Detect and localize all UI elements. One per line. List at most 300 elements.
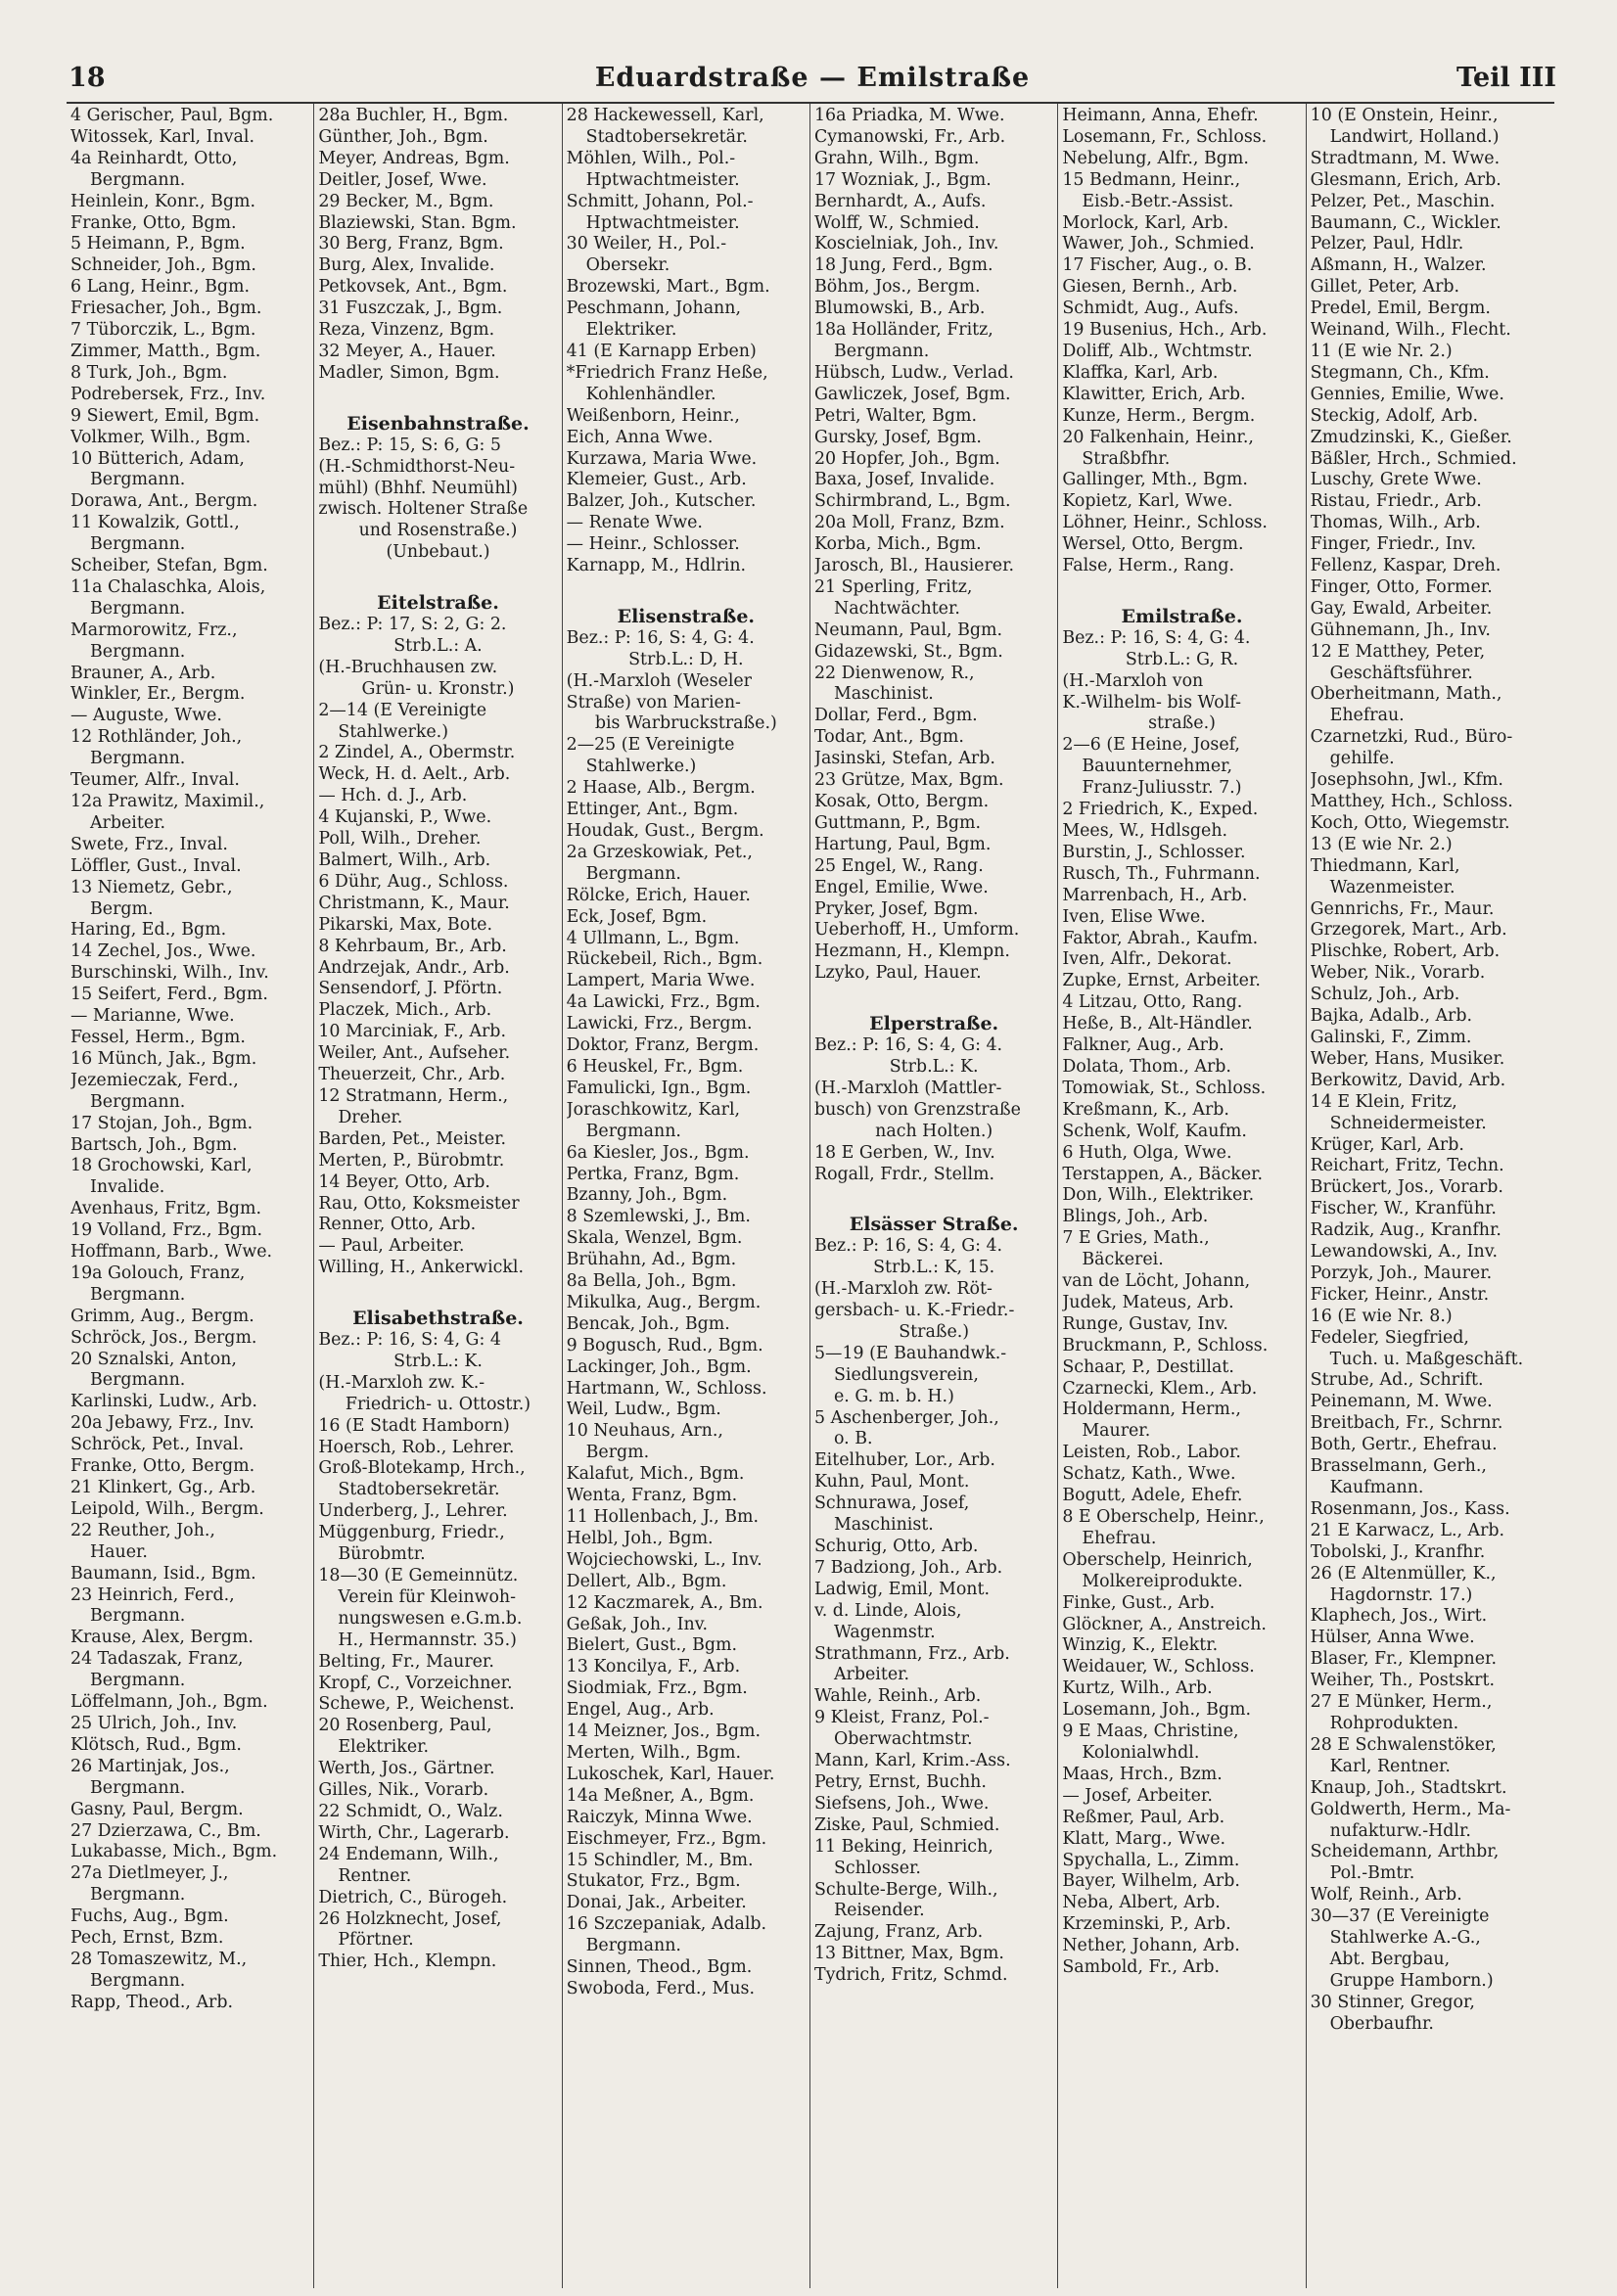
- directory-entry: Losemann, Fr., Schloss.: [1062, 126, 1268, 147]
- directory-entry: Blumowski, B., Arb.: [813, 298, 986, 319]
- directory-entry: Losemann, Joh., Bgm.: [1062, 1700, 1252, 1721]
- directory-entry: Gasny, Paul, Bergm.: [70, 1799, 244, 1819]
- directory-entry: Strb.L.: K.: [393, 1351, 483, 1371]
- directory-entry: Radzik, Aug., Kranfhr.: [1310, 1220, 1502, 1241]
- directory-entry: 15 Schindler, M., Bm.: [566, 1850, 754, 1870]
- directory-entry: Mikulka, Aug., Bergm.: [566, 1292, 762, 1312]
- directory-entry: Bergmann.: [90, 1777, 186, 1798]
- directory-entry: gersbach- u. K.-Friedr.-: [813, 1301, 1015, 1321]
- directory-entry: Bergmann.: [90, 169, 186, 190]
- street-heading: Elperstraße.: [869, 1014, 999, 1035]
- directory-entry: Wawer, Joh., Schmied.: [1062, 234, 1255, 254]
- directory-entry: 24 Tadaszak, Franz,: [70, 1649, 244, 1670]
- directory-entry: Gidazewski, St., Bgm.: [813, 641, 1003, 662]
- directory-entry: 20 Sznalski, Anton,: [70, 1349, 237, 1369]
- directory-entry: 14 Beyer, Otto, Arb.: [318, 1171, 490, 1192]
- directory-entry: Kolonialwhdl.: [1082, 1742, 1200, 1763]
- directory-entry: Hoersch, Rob., Lehrer.: [318, 1437, 515, 1457]
- directory-entry: v. d. Linde, Alois,: [813, 1600, 962, 1621]
- directory-entry: Krüger, Karl, Arb.: [1310, 1134, 1464, 1155]
- directory-entry: Heße, B., Alt-Händler.: [1062, 1014, 1253, 1034]
- directory-entry: o. B.: [833, 1429, 873, 1449]
- directory-entry: Peinemann, M. Wwe.: [1310, 1392, 1493, 1412]
- directory-entry: Knaup, Joh., Stadtskrt.: [1310, 1777, 1507, 1798]
- directory-entry: Lukoschek, Karl, Hauer.: [566, 1764, 775, 1784]
- directory-entry: 32 Meyer, A., Hauer.: [318, 341, 496, 361]
- directory-entry: Krause, Alex, Bergm.: [70, 1628, 254, 1648]
- directory-entry: Zajung, Franz, Arb.: [813, 1922, 984, 1943]
- directory-entry: Löffelmann, Joh., Bgm.: [70, 1692, 268, 1713]
- directory-entry: 21 Sperling, Fritz,: [813, 576, 973, 597]
- directory-entry: Straße.): [899, 1321, 970, 1342]
- directory-entry: Predel, Emil, Bergm.: [1310, 298, 1491, 319]
- directory-entry: Klemeier, Gust., Arb.: [566, 470, 747, 490]
- directory-entry: Merten, P., Bürobmtr.: [318, 1150, 505, 1171]
- directory-entry: Hoffmann, Barb., Wwe.: [70, 1242, 273, 1263]
- directory-entry: 8 Kehrbaum, Br., Arb.: [318, 936, 507, 956]
- directory-entry: Bez.: P: 17, S: 2, G: 2.: [318, 615, 507, 635]
- directory-entry: Bäßler, Hrch., Schmied.: [1310, 448, 1517, 469]
- directory-entry: bis Warbruckstraße.): [594, 713, 777, 734]
- directory-entry: 13 Niemetz, Gebr.,: [70, 877, 233, 897]
- directory-entry: Möhlen, Wilh., Pol.-: [566, 148, 736, 168]
- directory-entry: 12 Kaczmarek, A., Bm.: [566, 1592, 763, 1613]
- directory-entry: Famulicki, Ign., Bgm.: [566, 1078, 752, 1098]
- directory-entry: Dorawa, Ant., Bergm.: [70, 491, 258, 512]
- directory-entry: Schulz, Joh., Arb.: [1310, 985, 1460, 1005]
- directory-entry: Bernhardt, A., Aufs.: [813, 191, 987, 211]
- directory-entry: Don, Wilh., Elektriker.: [1062, 1185, 1255, 1206]
- directory-entry: Schmitt, Johann, Pol.-: [566, 191, 754, 211]
- page-header: [69, 59, 1556, 98]
- directory-entry: Steckig, Adolf, Arb.: [1310, 405, 1479, 426]
- directory-entry: Leipold, Wilh., Bergm.: [70, 1498, 264, 1519]
- spacer: [318, 564, 557, 575]
- directory-entry: Müggenburg, Friedr.,: [318, 1523, 505, 1543]
- directory-entry: Galinski, F., Zimm.: [1310, 1027, 1472, 1047]
- directory-entry: Grimm, Aug., Bergm.: [70, 1306, 254, 1326]
- directory-entry: Pryker, Josef, Bgm.: [813, 898, 979, 919]
- directory-entry: Franke, Otto, Bergm.: [70, 1456, 255, 1477]
- directory-columns: [67, 102, 1554, 2288]
- directory-entry: Engel, Emilie, Wwe.: [813, 877, 989, 897]
- directory-entry: Nachtwächter.: [833, 598, 960, 619]
- directory-entry: Kreßmann, K., Arb.: [1062, 1099, 1229, 1120]
- directory-entry: 2 Haase, Alb., Bergm.: [566, 778, 756, 799]
- directory-entry: Grahn, Wilh., Bgm.: [813, 148, 980, 168]
- directory-entry: Löhner, Heinr., Schloss.: [1062, 513, 1268, 533]
- directory-entry: Friesacher, Joh., Bgm.: [70, 298, 262, 319]
- directory-entry: 9 Siewert, Emil, Bgm.: [70, 405, 260, 426]
- directory-entry: 9 Bogusch, Rud., Bgm.: [566, 1335, 763, 1355]
- directory-entry: Sensendorf, J. Pförtn.: [318, 979, 503, 999]
- directory-entry: 7 Tüborczik, L., Bgm.: [70, 320, 256, 341]
- directory-entry: 15 Seifert, Ferd., Bgm.: [70, 985, 268, 1005]
- directory-entry: Faktor, Abrah., Kaufm.: [1062, 928, 1259, 948]
- directory-entry: Lewandowski, A., Inv.: [1310, 1242, 1499, 1263]
- directory-entry: Iven, Elise Wwe.: [1062, 906, 1206, 927]
- directory-entry: Kalafut, Mich., Bgm.: [566, 1464, 745, 1485]
- directory-entry: Stradtmann, M. Wwe.: [1310, 148, 1501, 168]
- directory-entry: Kunze, Herm., Bergm.: [1062, 405, 1256, 426]
- directory-entry: Fischer, W., Kranführ.: [1310, 1199, 1497, 1219]
- directory-entry: 30 Berg, Franz, Bgm.: [318, 234, 504, 254]
- directory-entry: 27 E Münker, Herm.,: [1310, 1692, 1493, 1713]
- directory-entry: (H.-Marxloh von: [1062, 670, 1204, 691]
- directory-entry: Gilles, Nik., Vorarb.: [318, 1780, 489, 1801]
- directory-entry: Löffler, Gust., Inval.: [70, 855, 242, 876]
- directory-entry: Czarnecki, Klem., Arb.: [1062, 1378, 1258, 1399]
- directory-entry: Neumann, Paul, Bgm.: [813, 620, 1003, 640]
- directory-entry: Eich, Anna Wwe.: [566, 427, 714, 447]
- directory-entry: 16 (E wie Nr. 8.): [1310, 1306, 1453, 1326]
- directory-entry: Stadtobersekretär.: [585, 126, 748, 147]
- directory-entry: 6 Lang, Heinr., Bgm.: [70, 277, 251, 298]
- directory-entry: Franke, Otto, Bgm.: [70, 212, 237, 233]
- directory-entry: Terstappen, A., Bäcker.: [1062, 1164, 1264, 1184]
- directory-entry: 18 E Gerben, W., Inv.: [813, 1142, 995, 1163]
- directory-entry: Sambold, Fr., Arb.: [1062, 1957, 1221, 1978]
- directory-entry: Strube, Ad., Schrift.: [1310, 1370, 1484, 1391]
- directory-entry: Rusch, Th., Fuhrmann.: [1062, 863, 1261, 884]
- directory-entry: Reßmer, Paul, Arb.: [1062, 1807, 1225, 1827]
- directory-entry: Molkereiprodukte.: [1082, 1571, 1243, 1591]
- directory-entry: Placzek, Mich., Arb.: [318, 1000, 492, 1021]
- directory-entry: Hartung, Paul, Bgm.: [813, 834, 992, 854]
- directory-entry: Bergmann.: [90, 641, 186, 662]
- directory-entry: 27 Dzierzawa, C., Bm.: [70, 1820, 261, 1841]
- directory-entry: Bergmann.: [90, 534, 186, 555]
- spacer: [1062, 577, 1301, 589]
- column-6: [1307, 104, 1554, 2288]
- directory-entry: Maschinist.: [833, 1515, 934, 1536]
- directory-entry: Swete, Frz., Inval.: [70, 834, 228, 854]
- directory-entry: Brühahn, Ad., Bgm.: [566, 1250, 737, 1270]
- directory-entry: 11 Kowalzik, Gottl.,: [70, 513, 240, 533]
- directory-entry: 2a Grzeskowiak, Pet.,: [566, 842, 753, 862]
- directory-entry: (H.-Marxloh (Mattler-: [813, 1078, 1002, 1098]
- directory-entry: Fedeler, Siegfried,: [1310, 1327, 1469, 1348]
- directory-entry: Gennrichs, Fr., Maur.: [1310, 898, 1495, 919]
- directory-entry: Oberbaufhr.: [1329, 2013, 1434, 2034]
- directory-entry: Neba, Albert, Arb.: [1062, 1893, 1221, 1913]
- directory-entry: Schneider, Joh., Bgm.: [70, 255, 256, 276]
- directory-entry: Marmorowitz, Frz.,: [70, 620, 238, 640]
- spacer: [567, 577, 806, 589]
- directory-entry: Karlinski, Ludw., Arb.: [70, 1392, 257, 1412]
- directory-entry: Dolata, Thom., Arb.: [1062, 1056, 1231, 1077]
- directory-entry: 26 (E Altenmüller, K.,: [1310, 1563, 1497, 1584]
- directory-entry: Ehefrau.: [1082, 1528, 1157, 1548]
- directory-entry: (H.-Bruchhausen zw.: [318, 657, 498, 677]
- directory-entry: Leisten, Rob., Labor.: [1062, 1443, 1241, 1463]
- directory-entry: Schlosser.: [833, 1858, 921, 1878]
- page-number: 18: [69, 63, 106, 93]
- directory-entry: Bayer, Wilhelm, Arb.: [1062, 1871, 1240, 1892]
- directory-entry: Holdermann, Herm.,: [1062, 1400, 1241, 1420]
- directory-entry: 28 Hackewessell, Karl,: [566, 106, 764, 125]
- directory-entry: Heimann, Anna, Ehefr.: [1062, 106, 1259, 125]
- directory-entry: Gennies, Emilie, Wwe.: [1310, 384, 1504, 404]
- directory-entry: Hartmann, W., Schloss.: [566, 1378, 767, 1399]
- directory-entry: Bez.: P: 15, S: 6, G: 5: [318, 435, 501, 455]
- directory-entry: Lukabasse, Mich., Bgm.: [70, 1842, 278, 1862]
- directory-entry: Bäckerei.: [1082, 1250, 1164, 1270]
- directory-entry: Rohprodukten.: [1329, 1713, 1459, 1733]
- directory-entry: Groß-Blotekamp, Hrch.,: [318, 1458, 526, 1479]
- directory-entry: 20 Falkenhain, Heinr.,: [1062, 427, 1254, 447]
- directory-entry: Maurer.: [1082, 1421, 1151, 1442]
- directory-entry: 19 Volland, Frz., Bgm.: [70, 1220, 263, 1241]
- directory-entry: Sinnen, Theod., Bgm.: [566, 1957, 753, 1978]
- directory-entry: Ueberhoff, H., Umform.: [813, 920, 1020, 941]
- directory-entry: Burstin, J., Schlosser.: [1062, 842, 1246, 862]
- directory-entry: Stadtobersekretär.: [338, 1480, 500, 1500]
- directory-entry: Straßbfhr.: [1082, 448, 1171, 469]
- directory-entry: 2—14 (E Vereinigte: [318, 700, 487, 720]
- directory-entry: 11 Hollenbach, J., Bm.: [566, 1507, 760, 1527]
- directory-entry: 4 Kujanski, P., Wwe.: [318, 807, 492, 828]
- directory-entry: Glöckner, A., Anstreich.: [1062, 1614, 1267, 1634]
- directory-entry: — Heinr., Schlosser.: [566, 534, 740, 555]
- directory-entry: Obersekr.: [585, 255, 670, 276]
- directory-entry: e. G. m. b. H.): [833, 1386, 954, 1406]
- directory-entry: 41 (E Karnapp Erben): [566, 341, 757, 361]
- directory-entry: — Renate Wwe.: [566, 513, 703, 533]
- directory-entry: 18—30 (E Gemeinnütz.: [318, 1566, 519, 1585]
- directory-entry: 14 E Klein, Fritz,: [1310, 1091, 1457, 1112]
- directory-entry: Koscielniak, Joh., Inv.: [813, 234, 999, 254]
- directory-entry: Stahlwerke.): [585, 757, 697, 777]
- directory-entry: Gallinger, Mth., Bgm.: [1062, 470, 1248, 490]
- directory-entry: Bergm.: [90, 898, 154, 919]
- directory-entry: 21 E Karwacz, L., Arb.: [1310, 1520, 1505, 1540]
- directory-entry: 10 (E Onstein, Heinr.,: [1310, 106, 1499, 125]
- directory-entry: Wolff, W., Schmied.: [813, 212, 980, 233]
- directory-entry: Both, Gertr., Ehefrau.: [1310, 1435, 1498, 1455]
- directory-entry: Matthey, Hch., Schloss.: [1310, 792, 1513, 811]
- directory-entry: Eischmeyer, Frz., Bgm.: [566, 1828, 767, 1849]
- directory-entry: Rosenmann, Jos., Kass.: [1310, 1498, 1510, 1519]
- directory-entry: Bartsch, Joh., Bgm.: [70, 1134, 238, 1155]
- directory-entry: 13 Bittner, Max, Bgm.: [813, 1944, 1004, 1964]
- directory-entry: Kropf, C., Vorzeichner.: [318, 1673, 513, 1693]
- directory-entry: Madler, Simon, Bgm.: [318, 362, 500, 383]
- directory-entry: 8 Szemlewski, J., Bm.: [566, 1207, 751, 1227]
- directory-entry: 18 Jung, Ferd., Bgm.: [813, 255, 993, 276]
- directory-entry: 16a Priadka, M. Wwe.: [813, 106, 1005, 125]
- directory-entry: 11a Chalaschka, Alois,: [70, 576, 266, 597]
- directory-entry: Dietrich, C., Bürogeh.: [318, 1887, 508, 1907]
- directory-entry: Teumer, Alfr., Inval.: [70, 770, 240, 791]
- directory-entry: Bencak, Joh., Bgm.: [566, 1313, 730, 1334]
- directory-entry: 22 Schmidt, O., Walz.: [318, 1801, 503, 1821]
- directory-entry: Stukator, Frz., Bgm.: [566, 1871, 741, 1892]
- directory-entry: Kosak, Otto, Bergm.: [813, 792, 990, 811]
- directory-entry: Balmert, Wilh., Arb.: [318, 850, 491, 870]
- directory-entry: 19a Golouch, Franz,: [70, 1263, 246, 1283]
- directory-entry: 10 Neuhaus, Arn.,: [566, 1421, 723, 1442]
- directory-entry: Pelzer, Paul, Hdlr.: [1310, 234, 1464, 254]
- directory-entry: Strb.L.: G, R.: [1125, 649, 1239, 669]
- directory-entry: Christmann, K., Maur.: [318, 893, 510, 913]
- directory-entry: Gruppe Hamborn.): [1329, 1970, 1494, 1991]
- directory-entry: 8 E Oberschelp, Heinr.,: [1062, 1507, 1265, 1527]
- directory-entry: Fellenz, Kaspar, Dreh.: [1310, 556, 1502, 576]
- directory-entry: (Unbebaut.): [386, 542, 490, 563]
- directory-entry: 21 Klinkert, Gg., Arb.: [70, 1478, 256, 1497]
- directory-entry: 20a Jebawy, Frz., Inv.: [70, 1413, 254, 1434]
- directory-entry: Ristau, Friedr., Arb.: [1310, 491, 1482, 512]
- directory-entry: Hülser, Anna Wwe.: [1310, 1628, 1475, 1648]
- directory-entry: Bergmann.: [585, 863, 681, 884]
- directory-entry: Stahlwerke.): [338, 721, 448, 742]
- directory-entry: 4 Gerischer, Paul, Bgm.: [70, 106, 274, 125]
- directory-entry: Bez.: P: 16, S: 4, G: 4: [318, 1330, 501, 1351]
- directory-entry: Rapp, Theod., Arb.: [70, 1992, 233, 2012]
- directory-entry: 23 Heinrich, Ferd.,: [70, 1584, 235, 1605]
- directory-entry: 26 Holzknecht, Josef,: [318, 1908, 502, 1929]
- directory-entry: 30 Stinner, Gregor,: [1310, 1992, 1475, 2012]
- directory-entry: Luschy, Grete Wwe.: [1310, 470, 1482, 490]
- directory-entry: Jarosch, Bl., Hausierer.: [813, 556, 1015, 576]
- directory-entry: Zupke, Ernst, Arbeiter.: [1062, 971, 1261, 991]
- directory-entry: 2 Friedrich, K., Exped.: [1062, 800, 1259, 820]
- directory-entry: Bez.: P: 16, S: 4, G: 4.: [813, 1035, 1003, 1056]
- directory-entry: K.-Wilhelm- bis Wolf-: [1062, 692, 1241, 712]
- directory-entry: — Hch. d. J., Arb.: [318, 786, 468, 806]
- directory-entry: Gawliczek, Josef, Bgm.: [813, 384, 1011, 404]
- directory-entry: 25 Engel, W., Rang.: [813, 855, 984, 876]
- directory-entry: Pikarski, Max, Bote.: [318, 914, 492, 935]
- directory-entry: Goldwerth, Herm., Ma-: [1310, 1799, 1511, 1819]
- directory-entry: 22 Dienwenow, R.,: [813, 663, 975, 683]
- directory-entry: Rau, Otto, Koksmeister: [318, 1193, 520, 1214]
- directory-entry: Schurig, Otto, Arb.: [813, 1537, 979, 1556]
- directory-entry: Gühnemann, Jh., Inv.: [1310, 620, 1491, 640]
- directory-entry: Finke, Gust., Arb.: [1062, 1592, 1216, 1613]
- directory-entry: Theuerzeit, Chr., Arb.: [318, 1065, 506, 1085]
- directory-entry: 2 Zindel, A., Obermstr.: [318, 743, 516, 763]
- directory-entry: 17 Wozniak, J., Bgm.: [813, 169, 992, 190]
- street-heading: Emilstraße.: [1121, 606, 1243, 627]
- directory-entry: Bez.: P: 16, S: 4, G: 4.: [566, 627, 755, 648]
- directory-entry: 6 Dühr, Aug., Schloss.: [318, 871, 509, 892]
- directory-entry: 10 Bütterich, Adam,: [70, 448, 245, 469]
- directory-entry: Jasinski, Stefan, Arb.: [813, 749, 995, 769]
- directory-entry: 5—19 (E Bauhandwk.-: [813, 1343, 1007, 1363]
- directory-entry: 18a Holländer, Fritz,: [813, 320, 993, 341]
- directory-entry: Klatt, Marg., Wwe.: [1062, 1828, 1226, 1849]
- directory-entry: Petkovsek, Ant., Bgm.: [318, 277, 508, 298]
- directory-entry: 27a Dietlmeyer, J.,: [70, 1863, 229, 1884]
- directory-entry: Pertka, Franz, Bgm.: [566, 1164, 740, 1184]
- directory-entry: Merten, Wilh., Bgm.: [566, 1742, 742, 1763]
- directory-entry: Baumann, C., Wickler.: [1310, 212, 1502, 233]
- street-heading: Eitelstraße.: [377, 593, 499, 615]
- directory-entry: Weiler, Ant., Aufseher.: [318, 1043, 511, 1064]
- directory-entry: 7 Badziong, Joh., Arb.: [813, 1557, 1003, 1578]
- directory-entry: 31 Fuszczak, J., Bgm.: [318, 298, 503, 319]
- directory-entry: Weber, Nik., Vorarb.: [1310, 963, 1486, 984]
- directory-entry: Böhm, Jos., Bergm.: [813, 277, 981, 298]
- directory-entry: Werth, Jos., Gärtner.: [318, 1759, 495, 1779]
- directory-entry: Cymanowski, Fr., Arb.: [813, 126, 1006, 147]
- directory-entry: Bogutt, Adele, Ehefr.: [1062, 1486, 1243, 1506]
- directory-entry: Eitelhuber, Lor., Arb.: [813, 1450, 995, 1471]
- directory-entry: Wolf, Reinh., Arb.: [1310, 1885, 1462, 1906]
- directory-entry: Bergmann.: [90, 1671, 186, 1691]
- directory-entry: 5 Aschenberger, Joh.,: [813, 1407, 999, 1428]
- directory-entry: Rölcke, Erich, Hauer.: [566, 885, 751, 905]
- directory-entry: Donai, Jak., Arbeiter.: [566, 1893, 747, 1913]
- directory-entry: Weinand, Wilh., Flecht.: [1310, 320, 1511, 341]
- directory-entry: Bergmann.: [833, 341, 930, 361]
- directory-entry: Arbeiter.: [90, 812, 166, 833]
- directory-entry: Blaziewski, Stan. Bgm.: [318, 212, 517, 233]
- directory-entry: Günther, Joh., Bgm.: [318, 126, 488, 147]
- directory-entry: van de Löcht, Johann,: [1062, 1271, 1251, 1292]
- directory-entry: 25 Ulrich, Joh., Inv.: [70, 1713, 238, 1733]
- directory-entry: Bajka, Adalb., Arb.: [1310, 1006, 1473, 1027]
- directory-entry: Thomas, Wilh., Arb.: [1310, 513, 1481, 533]
- directory-entry: Invalide.: [90, 1177, 165, 1198]
- directory-entry: Bergmann.: [585, 1121, 681, 1141]
- directory-entry: 9 Kleist, Franz, Pol.-: [813, 1708, 990, 1728]
- directory-entry: (H.-Marxloh zw. K.-: [318, 1372, 485, 1393]
- directory-entry: 6a Kiesler, Jos., Bgm.: [566, 1142, 750, 1163]
- directory-entry: 16 (E Stadt Hamborn): [318, 1415, 510, 1436]
- directory-entry: — Josef, Arbeiter.: [1062, 1785, 1213, 1806]
- directory-entry: 7 E Gries, Math.,: [1062, 1228, 1210, 1249]
- directory-entry: Engel, Aug., Arb.: [566, 1700, 715, 1721]
- directory-entry: Strb.L.: D, H.: [628, 649, 744, 669]
- directory-entry: Krzeminski, P., Arb.: [1062, 1914, 1231, 1935]
- directory-entry: nungswesen e.G.m.b.: [338, 1608, 523, 1629]
- directory-entry: False, Herm., Rang.: [1062, 556, 1234, 576]
- directory-entry: Brozewski, Mart., Bgm.: [566, 277, 770, 298]
- directory-entry: Klaffka, Karl, Arb.: [1062, 362, 1219, 383]
- directory-entry: Iven, Alfr., Dekorat.: [1062, 949, 1232, 970]
- directory-entry: Hptwachtmeister.: [585, 169, 740, 190]
- directory-entry: nach Holten.): [875, 1121, 993, 1141]
- directory-entry: — Marianne, Wwe.: [70, 1006, 235, 1027]
- directory-entry: Burg, Alex, Invalide.: [318, 255, 495, 276]
- directory-entry: Bergmann.: [90, 598, 186, 619]
- directory-entry: Bruckmann, P., Schloss.: [1062, 1335, 1269, 1355]
- directory-entry: 22 Reuther, Joh.,: [70, 1520, 215, 1540]
- directory-entry: 13 Koncilya, F., Arb.: [566, 1657, 741, 1677]
- directory-entry: Bergmann.: [90, 1370, 186, 1391]
- part-label: Teil III: [1456, 63, 1556, 93]
- directory-entry: Pelzer, Pet., Maschin.: [1310, 191, 1496, 211]
- directory-entry: Bergm.: [585, 1443, 650, 1463]
- directory-entry: 4a Lawicki, Frz., Bgm.: [566, 992, 761, 1013]
- directory-entry: Porzyk, Joh., Maurer.: [1310, 1263, 1493, 1283]
- directory-entry: Bez.: P: 16, S: 4, G: 4.: [1062, 627, 1251, 648]
- directory-entry: Brauner, A., Arb.: [70, 663, 216, 683]
- directory-entry: 15 Bedmann, Heinr.,: [1062, 169, 1241, 190]
- directory-entry: Bergmann.: [90, 1606, 186, 1627]
- directory-entry: Rentner.: [338, 1865, 412, 1886]
- directory-entry: Strb.L.: A.: [393, 635, 483, 656]
- directory-entry: 16 Münch, Jak., Bgm.: [70, 1048, 257, 1069]
- directory-entry: Wahle, Reinh., Arb.: [813, 1686, 982, 1707]
- directory-entry: Thiedmann, Karl,: [1310, 855, 1460, 876]
- directory-entry: Lackinger, Joh., Bgm.: [566, 1356, 752, 1377]
- directory-entry: Bergmann.: [90, 470, 186, 490]
- directory-entry: Reza, Vinzenz, Bgm.: [318, 320, 495, 341]
